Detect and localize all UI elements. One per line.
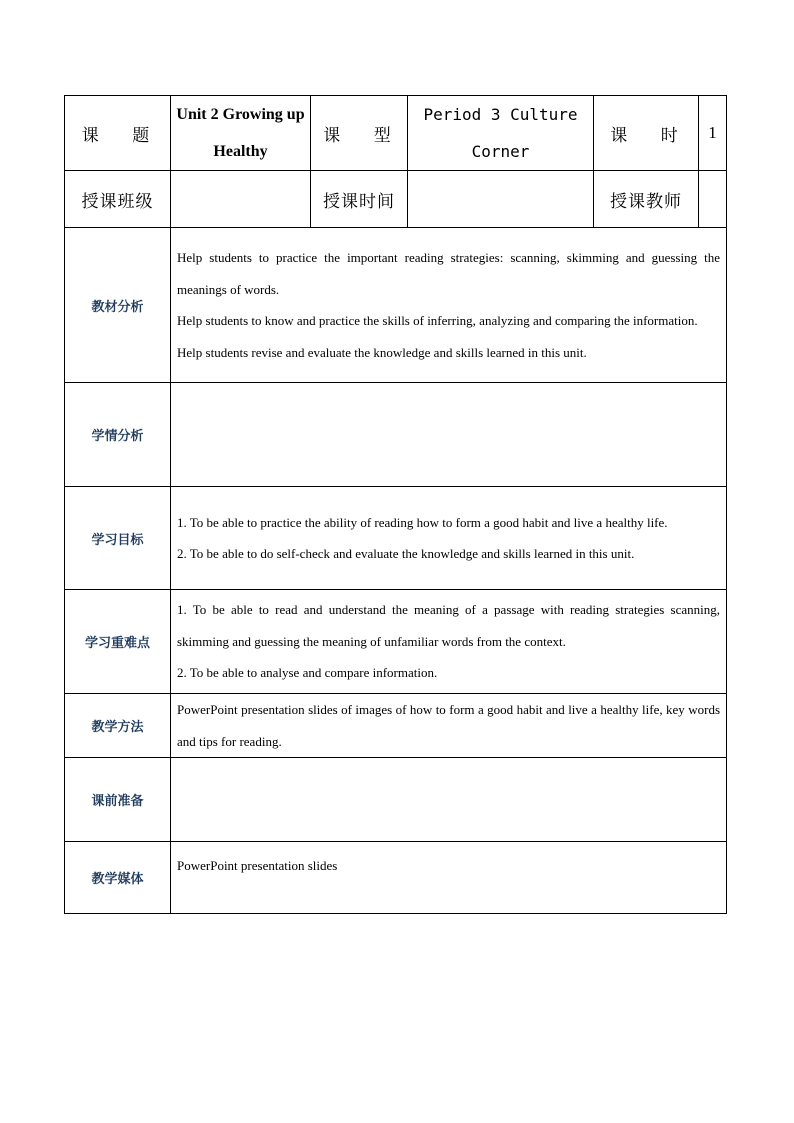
section-content xyxy=(171,228,727,383)
section-label: 教学方法 xyxy=(65,694,171,758)
hours-label: 课 时 xyxy=(594,96,699,171)
content-line: PowerPoint presentation slides xyxy=(177,858,338,873)
topic-value: Unit 2 Growing up Healthy xyxy=(171,96,311,171)
class-value xyxy=(171,171,311,228)
section-content xyxy=(171,383,727,487)
section-label: 学习重难点 xyxy=(65,590,171,694)
section-content xyxy=(171,842,727,914)
section-content xyxy=(171,487,727,590)
content-line: Help students to practice the important reading strategies: scanning, skimming and guessing the meanings of words. xyxy=(177,250,720,297)
type-value: Period 3 Culture Corner xyxy=(408,96,594,171)
section-row-media xyxy=(65,842,727,914)
section-row-learner-analysis xyxy=(65,383,727,487)
section-label: 教材分析 xyxy=(65,228,171,383)
time-value xyxy=(408,171,594,228)
section-label: 教学媒体 xyxy=(65,842,171,914)
section-content xyxy=(171,694,727,758)
class-label: 授课班级 xyxy=(65,171,171,228)
content-line: 1. To be able to practice the ability of reading how to form a good habit and live a healthy life. xyxy=(177,514,668,530)
teacher-value xyxy=(699,171,727,228)
content-line: 2. To be able to do self-check and evaluate the knowledge and skills learned in this unit. xyxy=(177,546,635,561)
lesson-plan-table xyxy=(64,95,727,914)
section-row-objectives xyxy=(65,487,727,590)
section-label: 课前准备 xyxy=(65,758,171,842)
content-line: 2. To be able to analyse and compare information. xyxy=(177,665,438,681)
topic-label: 课 题 xyxy=(65,96,171,171)
content-line: Help students to know and practice the skills of inferring, analyzing and comparing the information. xyxy=(177,313,698,328)
time-label: 授课时间 xyxy=(311,171,408,228)
section-content xyxy=(171,758,727,842)
section-label: 学情分析 xyxy=(65,383,171,487)
header-row-1 xyxy=(65,96,727,171)
section-row-key-points xyxy=(65,590,727,694)
hours-value: 1 xyxy=(699,96,727,171)
section-row-methods xyxy=(65,694,727,758)
teacher-label: 授课教师 xyxy=(594,171,699,228)
section-label: 学习目标 xyxy=(65,487,171,590)
section-content xyxy=(171,590,727,694)
type-label: 课 型 xyxy=(311,96,408,171)
section-row-preparation xyxy=(65,758,727,842)
content-line: 1. To be able to read and understand the meaning of a passage with reading strategies scanning, skimming and guessing the meaning of unfamiliar words from the context. xyxy=(177,602,720,649)
content-line: PowerPoint presentation slides of images of how to form a good habit and live a healthy life, key words and tips for reading. xyxy=(177,702,720,749)
section-row-textbook-analysis xyxy=(65,228,727,383)
header-row-2 xyxy=(65,171,727,228)
content-line: Help students revise and evaluate the knowledge and skills learned in this unit. xyxy=(177,344,587,360)
